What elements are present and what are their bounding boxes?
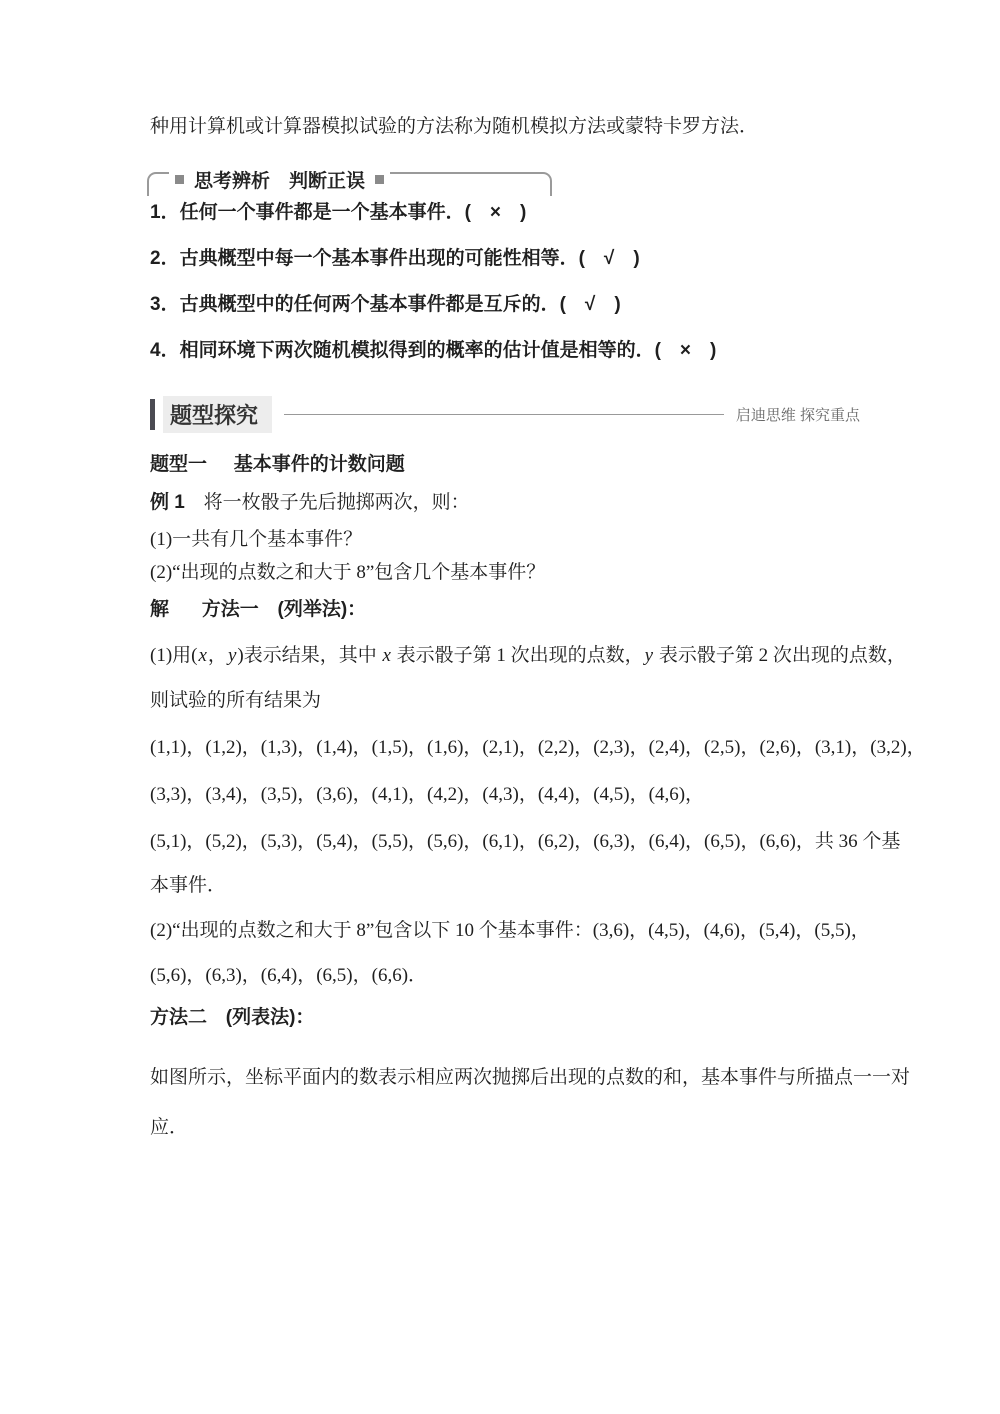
section-header xyxy=(150,396,860,433)
judgment-item-3: 3．古典概型中的任何两个基本事件都是互斥的．( √ ) xyxy=(150,294,621,315)
method1-sub-label: (列举法)： xyxy=(277,599,367,620)
thinking-header xyxy=(147,163,552,196)
text-segment: )表示结果，其中 xyxy=(237,645,382,666)
text-segment: 表示骰子第 1 次出现的点数， xyxy=(391,645,644,666)
example-question-2: (2)“出现的点数之和大于 8”包含几个基本事件？ xyxy=(150,562,546,583)
topic-line xyxy=(150,453,405,476)
figure-description-line-2: 应． xyxy=(150,1117,189,1138)
section-subtitle: 启迪思维 探究重点 xyxy=(735,407,860,424)
text-segment: (1)用( xyxy=(150,645,198,666)
square-marker-icon xyxy=(175,175,184,184)
judgment-item-4: 4．相同环境下两次随机模拟得到的概率的估计值是相等的．( × ) xyxy=(150,340,717,361)
thinking-header-title: 思考辨析 判断正误 xyxy=(194,171,366,192)
topic-label: 题型一 xyxy=(150,454,208,475)
method1-label: 方法一 xyxy=(201,599,259,620)
example-label: 例 1 xyxy=(150,492,185,513)
text-segment: ， xyxy=(207,645,227,666)
judgment-item-2: 2．古典概型中每一个基本事件出现的可能性相等．( √ ) xyxy=(150,248,640,269)
solution-method1-line xyxy=(150,598,366,621)
solve-label: 解 xyxy=(150,599,170,620)
example-line xyxy=(150,491,470,514)
math-var-y: y xyxy=(227,645,237,666)
part2-line-1: (2)“出现的点数之和大于 8”包含以下 10 个基本事件：(3,6)，(4,5)，(4,6)，(5,4)，(5,5)， xyxy=(150,920,870,941)
pairs-line-1: (1,1)，(1,2)，(1,3)，(1,4)，(1,5)，(1,6)，(2,1)，(2,2)，(2,3)，(2,4)，(2,5)，(2,6)，(3,1)，(3,2)， xyxy=(150,737,926,758)
topic-title: 基本事件的计数问题 xyxy=(233,454,405,475)
solution-setup-line-2: 则试验的所有结果为 xyxy=(150,690,322,711)
method2-sub-label: (列表法)： xyxy=(225,1007,315,1028)
text-segment: 表示骰子第 2 次出现的点数， xyxy=(654,645,906,666)
figure-description-line-1: 如图所示，坐标平面内的数表示相应两次抛掷后出现的点数的和，基本事件与所描点一一对 xyxy=(150,1067,911,1088)
judgment-item-1: 1．任何一个事件都是一个基本事件．( × ) xyxy=(150,202,527,223)
part2-line-2: (5,6)，(6,3)，(6,4)，(6,5)，(6,6)． xyxy=(150,965,428,986)
example-question-1: (1)一共有几个基本事件？ xyxy=(150,529,363,550)
pairs-line-2: (3,3)，(3,4)，(3,5)，(3,6)，(4,1)，(4,2)，(4,3)，(4,4)，(4,5)，(4,6)， xyxy=(150,784,705,805)
bracket-right-corner xyxy=(390,172,552,196)
section-divider xyxy=(284,414,724,415)
math-var-y: y xyxy=(644,645,654,666)
bracket-left-corner xyxy=(147,172,169,196)
solution-setup-line xyxy=(150,644,906,667)
pairs-line-3: (5,1)，(5,2)，(5,3)，(5,4)，(5,5)，(5,6)，(6,1)，(6,2)，(6,3)，(6,4)，(6,5)，(6,6)，共 36 个基 xyxy=(150,831,901,852)
pairs-line-4: 本事件． xyxy=(150,875,227,896)
intro-text: 种用计算机或计算器模拟试验的方法称为随机模拟方法或蒙特卡罗方法． xyxy=(150,116,759,137)
method2-label: 方法二 xyxy=(150,1007,208,1028)
square-marker-icon xyxy=(375,175,384,184)
example-text: 将一枚骰子先后抛掷两次，则： xyxy=(203,492,470,513)
math-var-x: x xyxy=(198,645,207,666)
solution-method2-line xyxy=(150,1006,314,1029)
section-title: 题型探究 xyxy=(163,396,272,433)
section-bar-icon xyxy=(150,399,155,430)
math-var-x: x xyxy=(382,645,391,666)
